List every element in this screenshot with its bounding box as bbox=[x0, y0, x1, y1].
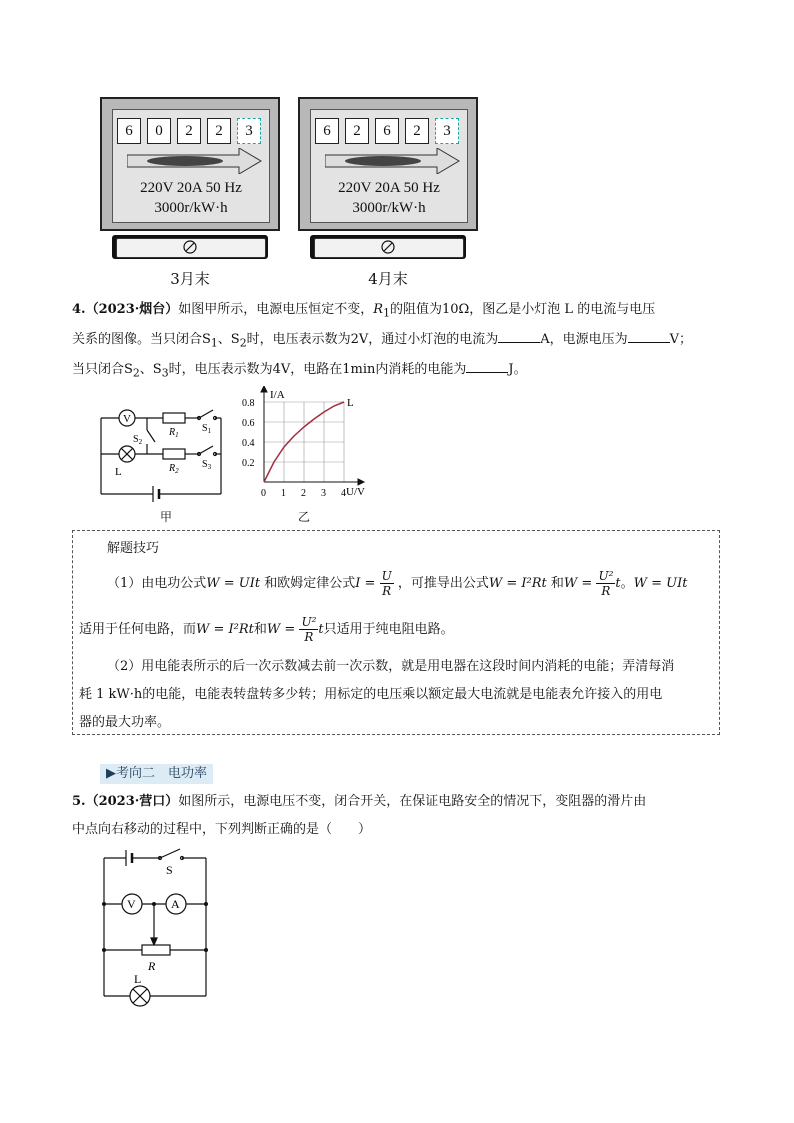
y-tick-label: 0.8 bbox=[242, 398, 255, 409]
x-tick-labels bbox=[261, 488, 346, 499]
tip-paragraph-2: （2）用电能表所示的后一次示数减去前一次示数，就是用电器在这段时间内消耗的电能；弄清每消 bbox=[107, 659, 675, 674]
series-label: L bbox=[347, 397, 354, 409]
iv-chart bbox=[240, 386, 380, 504]
q4-line-3: 当只闭合$S_2$、$S_3$时，电压表示数为4V，电路在1min内消耗的电能为 J。 bbox=[72, 356, 527, 388]
x-tick-label: 4 bbox=[341, 488, 346, 499]
digit: 2 bbox=[177, 118, 201, 144]
meter-face bbox=[112, 109, 270, 223]
meter-spec-2: 3000r/kW·h bbox=[352, 200, 426, 216]
r2-label: $R_2$ bbox=[169, 463, 179, 475]
tip-paragraph-1: （1）由电功公式W = UIt 和欧姆定律公式I = $\frac{U}{R}$ ，可推导出公式W = I²Rt 和W = $\frac{\text{U²}}{R}$ t。W = UIt bbox=[107, 569, 688, 598]
y-tick-label: 0.4 bbox=[242, 438, 255, 449]
digit: 2 bbox=[207, 118, 231, 144]
meter-body bbox=[298, 97, 478, 231]
digit: 6 bbox=[315, 118, 339, 144]
ammeter-label: A bbox=[171, 897, 180, 911]
digit-decimal: 3 bbox=[435, 118, 459, 144]
lamp-label: L bbox=[115, 466, 122, 478]
r1-label: $R_1$ bbox=[169, 427, 179, 439]
meter-base bbox=[310, 235, 466, 259]
meter-digits bbox=[315, 118, 459, 144]
arrow-disc-icon bbox=[127, 148, 267, 174]
y-axis-label: I/A bbox=[270, 389, 285, 401]
meter-caption: 3月末 bbox=[170, 270, 210, 288]
q5-line-2: 中点向右移动的过程中，下列判断正确的是（ ） bbox=[72, 822, 372, 837]
digit: 0 bbox=[147, 118, 171, 144]
circuit-diagram-b bbox=[96, 846, 216, 1008]
meter-march bbox=[100, 97, 280, 262]
meter-caption: 4月末 bbox=[368, 270, 408, 288]
meter-base bbox=[112, 235, 268, 259]
meter-april bbox=[298, 97, 478, 262]
tip-paragraph-2-cont: 耗 1 kW·h的电能，电能表转盘转多少转；用标定的电压乘以额定最大电流就是电能表允许接入的用电 bbox=[79, 687, 663, 702]
x-tick-label: 3 bbox=[321, 488, 326, 499]
digit: 2 bbox=[405, 118, 429, 144]
circuit-diagram-a bbox=[95, 398, 235, 524]
s2-label: $S_2$ bbox=[133, 434, 143, 446]
meter-body bbox=[100, 97, 280, 231]
q4-line-1: 4.（2023·烟台）如图甲所示，电源电压恒定不变，$R_1$的阻值为10Ω，图乙是小灯泡 L 的电流与电压 bbox=[72, 302, 656, 320]
circuit-a-caption: 甲 bbox=[160, 510, 173, 524]
meter-digits bbox=[117, 118, 261, 144]
meter-spec-2: 3000r/kW·h bbox=[154, 200, 228, 216]
answer-blank[interactable] bbox=[628, 328, 670, 343]
s3-label: $S_3$ bbox=[202, 459, 212, 471]
meter-spec-1: 220V 20A 50 Hz bbox=[338, 180, 440, 196]
meter-spec-1: 220V 20A 50 Hz bbox=[140, 180, 242, 196]
screw-icon bbox=[182, 239, 198, 255]
digit-decimal: 3 bbox=[237, 118, 261, 144]
q4-line-2: 关系的图像。当只闭合$S_1$、$S_2$时，电压表示数为2V，通过小灯泡的电流为 A，电源电压为 V； bbox=[72, 326, 692, 358]
tip-paragraph-1-cont: 适用于任何电路，而W = I²Rt和W = $\frac{\text{U²}}{R}$ t只适用于纯电阻电路。 bbox=[79, 615, 454, 644]
switch-label: S bbox=[166, 863, 173, 877]
problem-solving-tip bbox=[72, 530, 720, 735]
screw-icon bbox=[380, 239, 396, 255]
section-heading: ▶考向二 电功率 bbox=[100, 764, 213, 784]
chart-caption: 乙 bbox=[298, 510, 311, 524]
tip-title: 解题技巧 bbox=[107, 541, 160, 556]
s1-label: $S_1$ bbox=[202, 423, 212, 435]
digit: 6 bbox=[117, 118, 141, 144]
x-tick-label: 0 bbox=[261, 488, 266, 499]
q5-line-1: 5.（2023·营口）如图所示，电源电压不变，闭合开关，在保证电路安全的情况下，变阻器的滑片由 bbox=[72, 794, 647, 809]
arrow-disc-icon bbox=[325, 148, 465, 174]
x-tick-label: 2 bbox=[301, 488, 306, 499]
meter-face bbox=[310, 109, 468, 223]
lamp-label: L bbox=[134, 972, 142, 986]
answer-blank[interactable] bbox=[466, 358, 508, 373]
y-tick-label: 0.2 bbox=[242, 458, 255, 469]
voltmeter-label: V bbox=[127, 897, 136, 911]
x-tick-label: 1 bbox=[281, 488, 286, 499]
x-axis-label: U/V bbox=[346, 486, 365, 498]
q4-number: 4.（2023·烟台） bbox=[72, 302, 179, 317]
chart-grid bbox=[264, 402, 344, 482]
y-tick-labels bbox=[242, 398, 255, 469]
tip-paragraph-2-end: 器的最大功率。 bbox=[79, 715, 171, 730]
digit: 6 bbox=[375, 118, 399, 144]
answer-blank[interactable] bbox=[498, 328, 540, 343]
digit: 2 bbox=[345, 118, 369, 144]
voltmeter-label: V bbox=[123, 413, 131, 425]
rheostat-label: R bbox=[148, 959, 156, 973]
y-tick-label: 0.6 bbox=[242, 418, 255, 429]
